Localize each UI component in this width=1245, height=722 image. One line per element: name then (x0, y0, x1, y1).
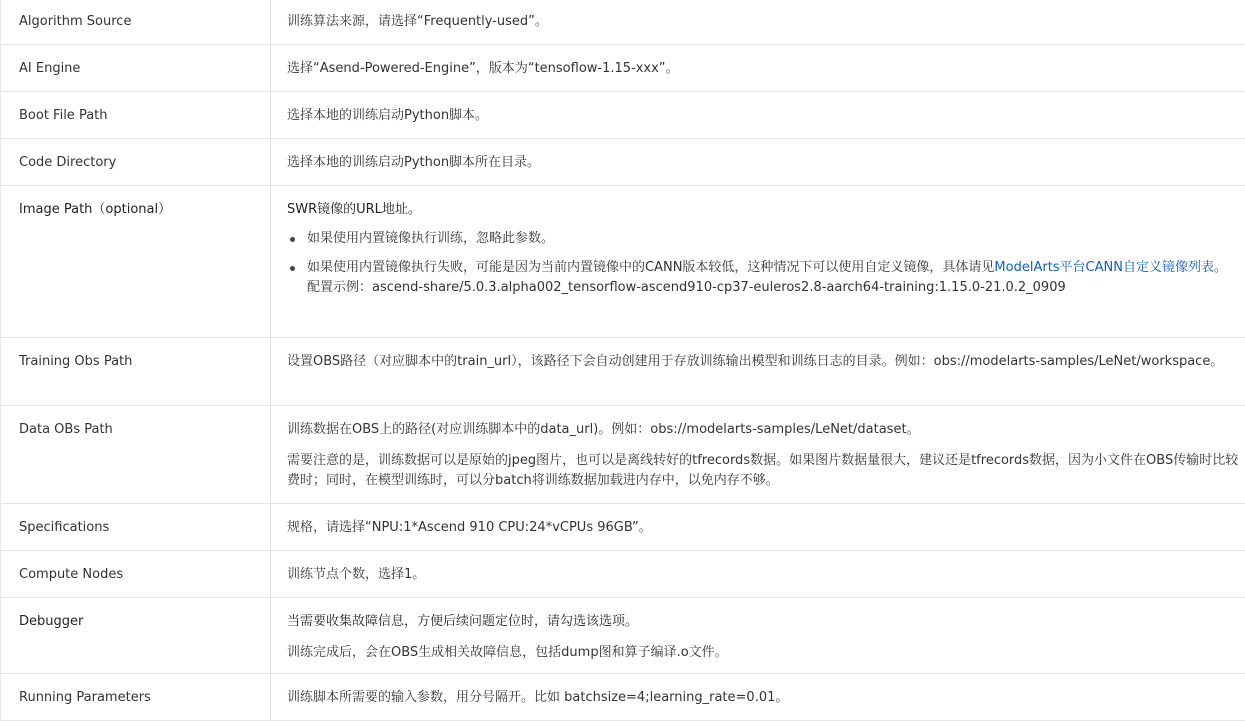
param-name: Algorithm Source (1, 0, 271, 45)
param-note: 训练完成后，会在OBS生成相关故障信息，包括dump图和算子编译.o文件。 (287, 645, 728, 660)
table-row (1, 504, 1245, 551)
list-item: 如果使用内置镜像执行失败，可能是因为当前内置镜像中的CANN版本较低，这种情况下可以使用自定义镜像，具体请见ModelArts平台CANN自定义镜像列表。 配置示例：ascend-share/5.0.3.alpha002_tensorflow-ascend910-cp37-euleros2.8-aarch64-training:1.15.0-21.0.2_0909 (287, 258, 1241, 298)
param-name: Boot File Path (1, 92, 271, 139)
table-row (1, 92, 1245, 139)
param-note: 需要注意的是，训练数据可以是原始的jpeg图片，也可以是离线转好的tfrecords数据。如果图片数据量很大，建议还是tfrecords数据，因为小文件在OBS传输时比较费时；同时，在模型训练时，可以分batch将训练数据加载进内存中，以免内存不够。 (287, 453, 1239, 488)
param-name: Training Obs Path (1, 338, 271, 406)
table-row (1, 551, 1245, 598)
param-description: 设置OBS路径（对应脚本中的train_url），该路径下会自动创建用于存放训练输出模型和训练日志的目录。例如：obs://modelarts-samples/LeNet/workspace。 (271, 338, 1245, 406)
param-description: 训练节点个数，选择1。 (271, 551, 1245, 598)
param-description-cell (271, 598, 1245, 674)
param-name: Data OBs Path (1, 406, 271, 504)
table-row (1, 0, 1245, 45)
table-row (1, 598, 1245, 674)
bullet-list (287, 229, 1241, 298)
param-description-cell (271, 406, 1245, 504)
param-name: Image Path（optional） (1, 186, 271, 338)
param-description: 训练算法来源，请选择“Frequently-used”。 (271, 0, 1245, 45)
param-name: Debugger (1, 598, 271, 674)
table-row (1, 186, 1245, 338)
table-row (1, 338, 1245, 406)
table-row (1, 406, 1245, 504)
param-description: 选择本地的训练启动Python脚本所在目录。 (271, 139, 1245, 186)
param-name: Code Directory (1, 139, 271, 186)
cann-image-list-link[interactable]: ModelArts平台CANN自定义镜像列表 (994, 260, 1214, 275)
param-name: Running Parameters (1, 674, 271, 721)
param-description-cell (271, 186, 1245, 338)
param-name: Specifications (1, 504, 271, 551)
param-description: 规格，请选择“NPU:1*Ascend 910 CPU:24*vCPUs 96GB”。 (271, 504, 1245, 551)
param-description: 选择“Asend-Powered-Engine”，版本为“tensoflow-1.15-xxx”。 (271, 45, 1245, 92)
config-example: 配置示例：ascend-share/5.0.3.alpha002_tensorflow-ascend910-cp37-euleros2.8-aarch64-training:1.15.0-21.0.2_0909 (307, 280, 1066, 295)
param-description: SWR镜像的URL地址。 (287, 202, 421, 217)
param-name: AI Engine (1, 45, 271, 92)
table-row (1, 674, 1245, 721)
list-item: 如果使用内置镜像执行训练，忽略此参数。 (287, 229, 1241, 249)
table-row (1, 45, 1245, 92)
param-description: 当需要收集故障信息，方便后续问题定位时，请勾选该选项。 (287, 614, 639, 629)
table-row (1, 139, 1245, 186)
param-description: 训练脚本所需要的输入参数，用分号隔开。比如 batchsize=4;learning_rate=0.01。 (271, 674, 1245, 721)
param-name: Compute Nodes (1, 551, 271, 598)
param-description: 训练数据在OBS上的路径(对应训练脚本中的data_url)。例如：obs://modelarts-samples/LeNet/dataset。 (287, 422, 920, 437)
param-description: 选择本地的训练启动Python脚本。 (271, 92, 1245, 139)
